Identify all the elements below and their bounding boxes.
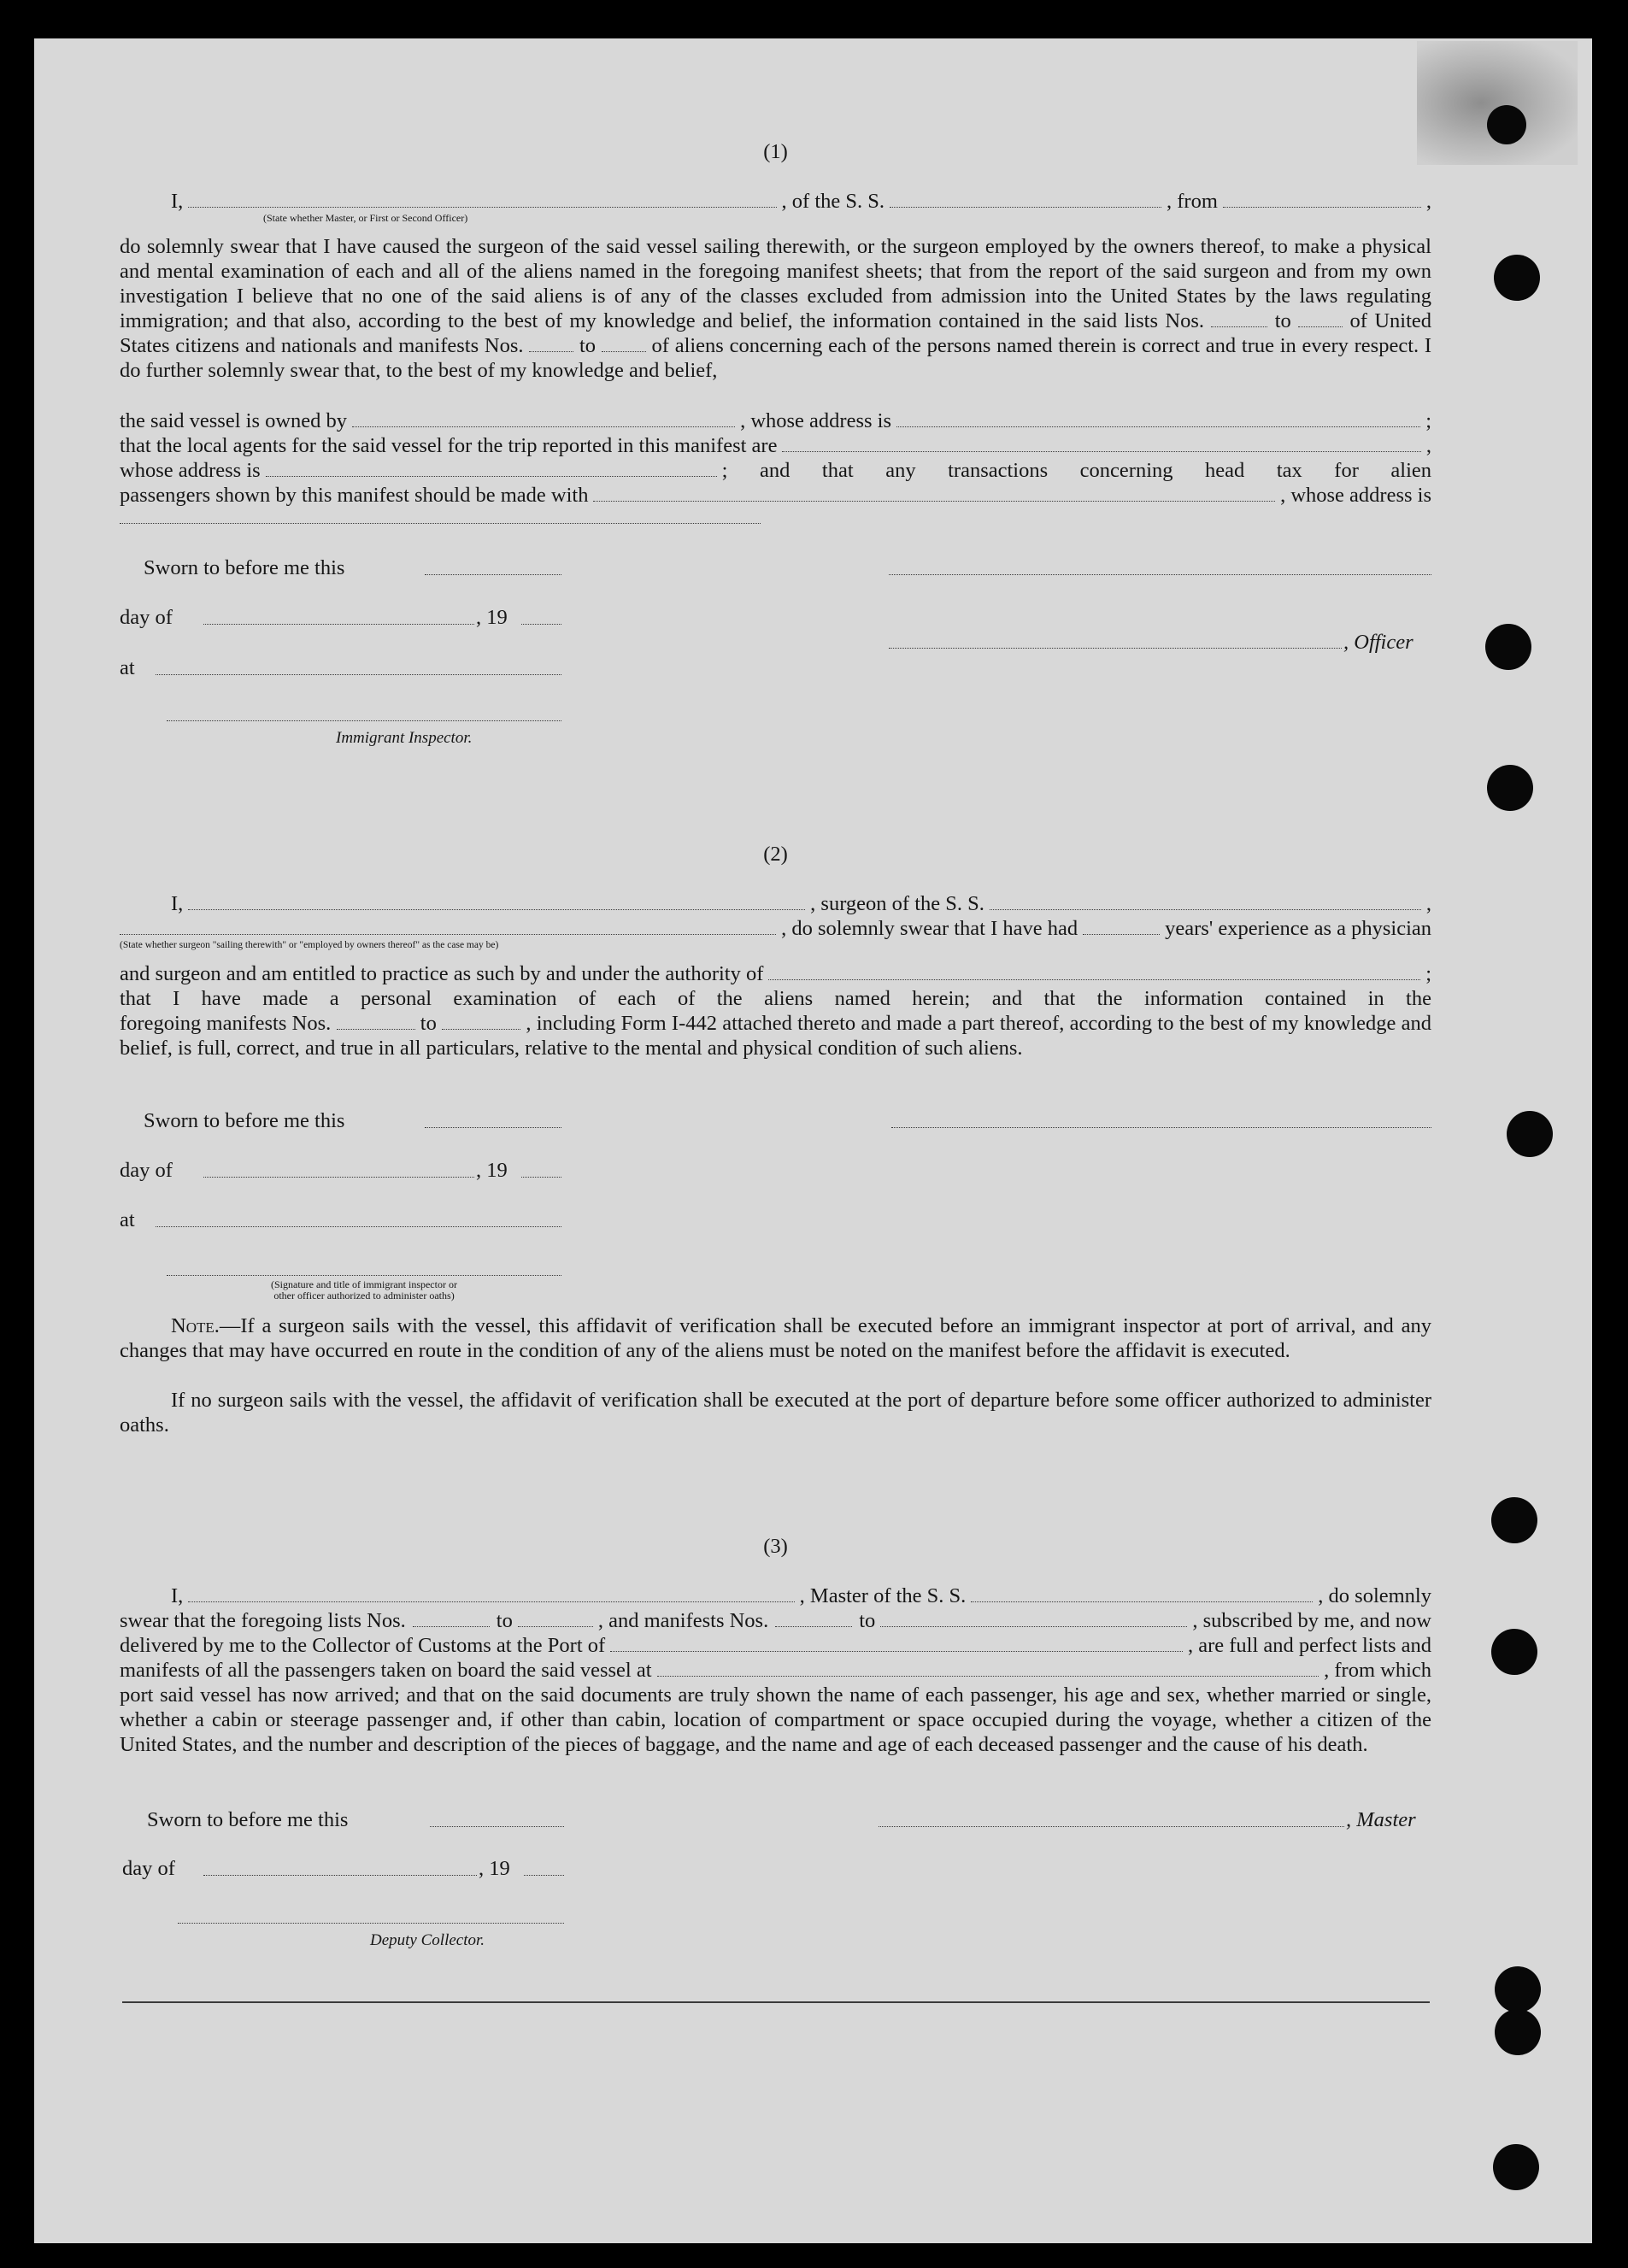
day-of-label: day of [120, 1159, 173, 1182]
lists-from-field[interactable] [1211, 311, 1267, 327]
section3-line3: delivered by me to the Collector of Customs at the Port of , are full and perfect lists and [120, 1634, 1431, 1657]
manifests-to-field[interactable] [602, 336, 646, 352]
year-field[interactable] [524, 1875, 564, 1876]
binder-hole [1494, 255, 1540, 301]
section2-line2: , do solemnly swear that I have had years' experience as a physician [120, 916, 1431, 941]
authority-field[interactable] [768, 964, 1420, 980]
surgeon-vessel-field[interactable] [990, 894, 1421, 910]
inspector-signature-field[interactable] [167, 720, 561, 721]
surgeon-signature-field[interactable] [891, 1127, 1431, 1128]
s3-manifests-to-field[interactable] [880, 1611, 1187, 1627]
owner-field[interactable] [352, 411, 735, 427]
at-place-field[interactable] [156, 674, 561, 675]
inspector-signature-field[interactable] [167, 1275, 561, 1276]
stain-corner [1417, 41, 1578, 165]
day-of-field[interactable] [203, 1875, 477, 1876]
surgeon-note: (State whether surgeon "sailing therewith" or "employed by owners thereof" as the case may be) [120, 940, 499, 950]
officer-label: , Officer [1343, 631, 1413, 654]
section1-line1: I, , of the S. S. , from , [171, 190, 1431, 213]
owner-address-field[interactable] [896, 411, 1420, 427]
bottom-rule [122, 2001, 1430, 2003]
local-agents-field[interactable] [782, 436, 1420, 452]
inspector-label: Immigrant Inspector. [336, 729, 473, 747]
s3-manifests-from-field[interactable] [775, 1611, 852, 1627]
master-name-field[interactable] [188, 1586, 794, 1602]
signature-note: (Signature and title of immigrant inspector or other officer authorized to administer oaths) [271, 1278, 457, 1301]
authority-line: and surgeon and am entitled to practice as such by and under the authority of ; [120, 962, 1431, 985]
day-of-label: day of [120, 606, 173, 629]
master-vessel-field[interactable] [971, 1586, 1313, 1602]
collector-signature-field[interactable] [178, 1923, 564, 1924]
year-label: , 19 [476, 606, 508, 629]
officer-note: (State whether Master, or First or Second Officer) [263, 212, 468, 224]
binder-hole [1495, 1966, 1541, 2012]
binder-hole [1487, 765, 1533, 811]
sworn-day-field[interactable] [425, 574, 561, 575]
collector-label: Deputy Collector. [370, 1931, 485, 1949]
agents-address-field[interactable] [266, 461, 717, 477]
sworn-day-field[interactable] [425, 1127, 561, 1128]
head-tax-contact-field[interactable] [593, 485, 1275, 502]
binder-hole [1495, 2009, 1541, 2055]
binder-hole [1485, 624, 1531, 670]
sworn-label: Sworn to before me this [144, 556, 345, 579]
at-place-field[interactable] [156, 1226, 561, 1227]
year-field[interactable] [521, 1177, 561, 1178]
sworn-label: Sworn to before me this [147, 1808, 349, 1831]
s3-lists-to-field[interactable] [518, 1611, 593, 1627]
head-tax-address-field[interactable] [120, 523, 761, 524]
note-label: Note. [171, 1314, 220, 1337]
day-of-field[interactable] [203, 1177, 474, 1178]
lists-to-field[interactable] [1298, 311, 1343, 327]
officer-signature-field[interactable] [889, 574, 1431, 575]
vessel-name-field[interactable] [890, 191, 1161, 208]
s2-manifests-from-field[interactable] [337, 1014, 415, 1030]
local-agents-line: that the local agents for the said vessel for the trip reported in this manifest are , [120, 434, 1431, 457]
section3-paragraph: port said vessel has now arrived; and that on the said documents are truly shown the name of each passenger, his age and sex, whether married or single, whether a cabin or steerage passenger and, if other than cabin, location of compartment or space occupied during the voyage, whether a citizen of the United States, and the number and description of the pieces of baggage, and the name and age of each deceased passenger and the cause of his death. [120, 1683, 1431, 1756]
s3-lists-from-field[interactable] [413, 1611, 490, 1627]
exam-line: that I have made a personal examination of each of the aliens named herein; and that the information contained in the [120, 987, 1431, 1010]
port-of-field[interactable] [610, 1636, 1183, 1652]
section3-line4: manifests of all the passengers taken on board the said vessel at , from which [120, 1659, 1431, 1682]
surgeon-name-field[interactable] [188, 894, 805, 910]
binder-hole [1487, 105, 1526, 144]
sworn-label: Sworn to before me this [144, 1109, 345, 1132]
agents-address-line: whose address is ; and that any transactions concerning head tax for alien [120, 459, 1431, 482]
binder-hole [1493, 2144, 1539, 2190]
foregoing-paragraph: foregoing manifests Nos. to , including Form I-442 attached thereto and made a part thereof, according to the best of my knowledge and belief, is full, correct, and true in all particulars, relative to the mental and physical condition of such aliens. [120, 1012, 1432, 1060]
section1-number: (1) [763, 140, 788, 163]
section3-line1: I, , Master of the S. S. , do solemnly [171, 1584, 1431, 1607]
binder-hole [1491, 1497, 1537, 1543]
officer-title-field[interactable] [889, 648, 1342, 649]
surgeon-type-field[interactable] [120, 919, 776, 935]
officer-name-field[interactable] [188, 191, 776, 208]
at-label: at [120, 656, 135, 679]
day-of-label: day of [122, 1857, 175, 1880]
years-experience-field[interactable] [1083, 919, 1160, 935]
manifests-from-field[interactable] [529, 336, 573, 352]
master-signature-field[interactable] [879, 1826, 1344, 1827]
year-label: , 19 [476, 1159, 508, 1182]
boarding-port-field[interactable] [657, 1660, 1319, 1677]
section3-number: (3) [763, 1535, 788, 1558]
section2-line1: I, , surgeon of the S. S. , [171, 892, 1431, 915]
year-label: , 19 [479, 1857, 510, 1880]
note-paragraph-2: If no surgeon sails with the vessel, the affidavit of verification shall be executed at the port of departure before some officer authorized to administer oaths. [120, 1389, 1431, 1437]
owned-by-line: the said vessel is owned by , whose address is ; [120, 409, 1431, 432]
s2-manifests-to-field[interactable] [442, 1014, 520, 1030]
master-label: , Master [1346, 1808, 1416, 1831]
section1-paragraph: do solemnly swear that I have caused the surgeon of the said vessel sailing therewith, or the surgeon employed by the owners thereof, to make a physical and mental examination of each and all of the aliens named in the foregoing manifest sheets; that from the report of the said surgeon and from my own investigation I believe that no one of the said aliens is of any of the classes excluded from admission into the United States by the laws regulating immigration; and that also, according to the best of my knowledge and belief, the information contained in the said lists Nos. to of United States citizens and nationals and manifests Nos. to of aliens concerning each of the persons named therein is correct and true in every respect. I do further solemnly swear that, to the best of my knowledge and belief, [120, 235, 1432, 382]
sworn-day-field[interactable] [430, 1826, 564, 1827]
binder-hole [1491, 1629, 1537, 1675]
passengers-line: passengers shown by this manifest should be made with , whose address is [120, 484, 1431, 507]
section3-line2: swear that the foregoing lists Nos. to , and manifests Nos. to , subscribed by me, and now [120, 1609, 1431, 1632]
day-of-field[interactable] [203, 624, 474, 625]
year-field[interactable] [521, 624, 561, 625]
at-label: at [120, 1208, 135, 1231]
section2-number: (2) [763, 843, 788, 866]
from-port-field[interactable] [1223, 191, 1421, 208]
note-paragraph: Note.—If a surgeon sails with the vessel, this affidavit of verification shall be executed before an immigrant inspector at port of arrival, and any changes that may have occurred en route in the condition of any of the aliens must be noted on the manifest before the affidavit is executed. [120, 1314, 1431, 1362]
binder-hole [1507, 1111, 1553, 1157]
